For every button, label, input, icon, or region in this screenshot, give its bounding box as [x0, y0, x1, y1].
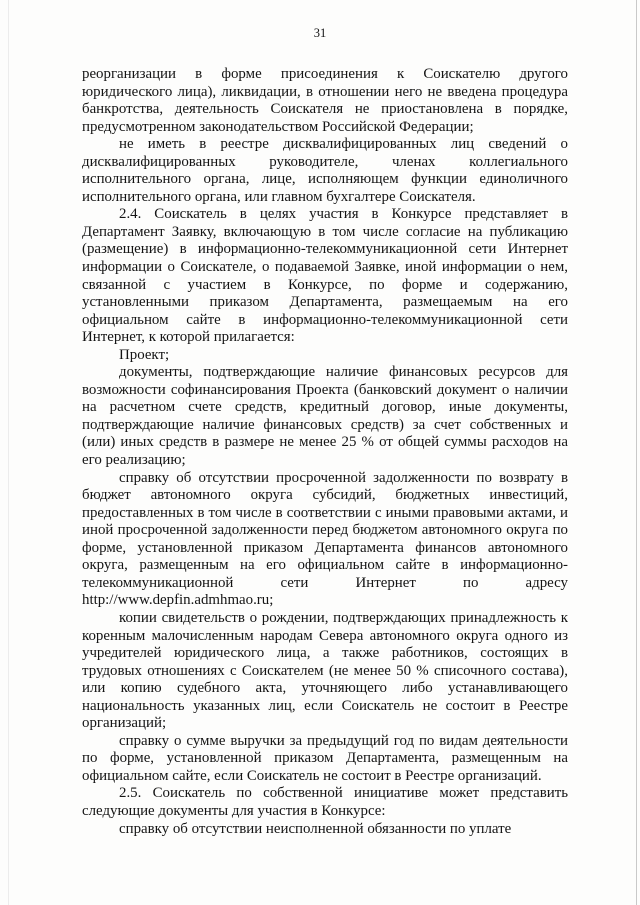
paragraph-revenue-certificate: справку о сумме выручки за предыдущий год по видам деятельности по форме, установленной приказом Департамента, размещенным на официальном сайте, если Соискатель не состоит в Реестре организаций. — [82, 732, 568, 784]
paragraph-birth-certificates: копии свидетельств о рождении, подтверждающих принадлежность к коренным малочисленным народам Севера автономного округа одного из учредителей юридического лица, а также работников, состоящих в трудовых отношениях с Соискателем (не менее 50 % списочного состава), или копию судебного акта, уточняющего либо устанавливающего национальность указанных лиц, если Соискатель не состоит в Реестре организаций; — [82, 609, 568, 732]
scan-edge-right — [636, 0, 637, 905]
paragraph-project: Проект; — [119, 346, 170, 363]
paragraph-disqualified-persons: не иметь в реестре дисквалифицированных лиц сведений о дисквалифицированных руководителе, членах коллегиального исполнительного органа, лице, исполняющем функции единоличного исполнительного органа, или главном бухгалтере Соискателя. — [82, 136, 568, 205]
paragraph-financial-documents: документы, подтверждающие наличие финансовых ресурсов для возможности софинансирования Проекта (банковский документ о наличии на расчетном счете средств, кредитный договор, иные документы, подтверждающие наличие финансовых средств) за счет собственных и (или) иных средств в размере не менее 25 % от общей суммы расходов на его реализацию; — [82, 364, 568, 469]
paragraph-section-2-4: 2.4. Соискатель в целях участия в Конкурсе представляет в Департамент Заявку, включающую в том числе согласие на публикацию (размещение) в информационно-телекоммуникационной сети Интернет информации о Соискателе, о подаваемой Заявке, иной информации о нем, связанной с участием в Конкурсе, по форме и содержанию, установленными приказом Департамента, размещаемым на его официальном сайте в информационно-телекоммуникационной сети Интернет, к которой прилагается: — [82, 206, 568, 346]
paragraph-tax-obligation: справку об отсутствии неисполненной обязанности по уплате — [119, 820, 512, 837]
scan-edge-left — [8, 0, 9, 905]
paragraph-debt-certificate: справку об отсутствии просроченной задолженности по возврату в бюджет автономного округа субсидий, бюджетных инвестиций, предоставленных в том числе в соответствии с иными правовыми актами, и иной просроченной задолженности перед бюджетом автономного округа по форме, установленной приказом Департамента финансов автономного округа, размещенным на его официальном сайте в информационно-телекоммуникационной сети Интернет по адресу http://www.depfin.admhmao.ru; — [82, 469, 568, 609]
paragraph-section-2-5: 2.5. Соискатель по собственной инициативе может представить следующие документы для участия в Конкурсе: — [82, 785, 568, 819]
page-number: 31 — [313, 26, 327, 40]
document-body — [82, 66, 568, 838]
paragraph-reorganization: реорганизации в форме присоединения к Соискателю другого юридического лица), ликвидации, в отношении него не введена процедура банкротства, деятельность Соискателя не приостановлена в порядке, предусмотренном законодательством Российской Федерации; — [82, 66, 568, 135]
